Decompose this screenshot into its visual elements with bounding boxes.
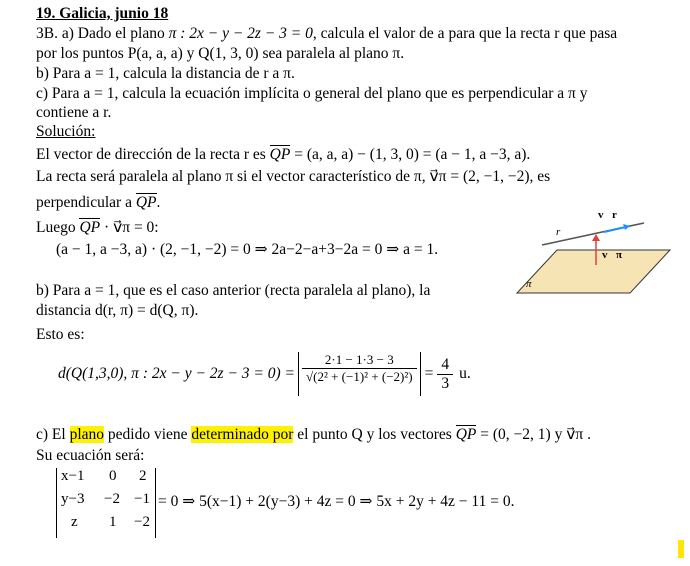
matrix-cell: −1 bbox=[134, 491, 150, 507]
statement-a-text: 3B. a) Dado el plano bbox=[36, 25, 169, 42]
solution-text: perpendicular a bbox=[36, 194, 136, 211]
matrix-cell: x−1 bbox=[61, 468, 85, 484]
label-r: r bbox=[556, 226, 561, 238]
vector-qp: QP bbox=[455, 426, 477, 443]
matrix-cell: −2 bbox=[104, 491, 120, 507]
plane-equation-result: = 0 ⇒ 5(x−1) + 2(y−3) + 4z = 0 ⇒ 5x + 2y + 4z − 11 = 0. bbox=[158, 493, 515, 510]
distance-fraction bbox=[302, 352, 417, 385]
unit: u. bbox=[459, 365, 471, 382]
statement-a bbox=[36, 24, 617, 44]
matrix-cell: −2 bbox=[134, 514, 150, 530]
solution-b-line-2: distancia d(r, π) = d(Q, π). bbox=[36, 302, 199, 319]
matrix-cell: y−3 bbox=[61, 491, 85, 507]
abs-value-bars bbox=[298, 352, 421, 396]
solution-b-line-3: Esto es: bbox=[36, 326, 85, 343]
vector-qp: QP bbox=[79, 219, 101, 236]
solution-text: = (a, a, a) − (1, 3, 0) = (a − 1, a −3, a). bbox=[290, 146, 531, 163]
solution-text: El vector de dirección de la recta r es bbox=[36, 146, 270, 163]
solution-text: = (0, −2, 1) y v⃗π . bbox=[476, 426, 591, 443]
solution-text: . bbox=[156, 194, 161, 211]
equals-sign: = bbox=[424, 365, 434, 382]
statement-b: b) Para a = 1, calcula la distancia de r a π. bbox=[36, 65, 295, 82]
solution-label: Solución: bbox=[36, 123, 96, 140]
solution-text: el punto Q y los vectores bbox=[293, 426, 456, 443]
statement-c-line2: contiene a r. bbox=[36, 104, 112, 121]
plane-equation: π : 2x − y − 2z − 3 = 0 bbox=[168, 25, 313, 42]
statement-c: c) Para a = 1, calcula la ecuación implícita o general del plano que es perpendicular a π y bbox=[36, 85, 588, 102]
solution-line-1 bbox=[36, 145, 530, 165]
matrix-cell: z bbox=[71, 514, 78, 530]
statement-a-line2: por los puntos P(a, a, a) y Q(1, 3, 0) sea paralela al plano π. bbox=[36, 45, 405, 62]
solution-text: pedido viene bbox=[104, 426, 192, 443]
label-vr: v⃗r bbox=[598, 209, 617, 221]
matrix-cell: 1 bbox=[109, 514, 117, 530]
solution-text: · v⃗π = 0: bbox=[100, 219, 159, 236]
label-pi: π bbox=[526, 278, 532, 290]
highlight-plano: plano bbox=[69, 426, 105, 443]
solution-b-line-1: b) Para a = 1, que es el caso anterior (recta paralela al plano), la bbox=[36, 282, 431, 299]
result-denominator: 3 bbox=[441, 374, 450, 392]
solution-line-3 bbox=[36, 193, 160, 213]
vector-qp: QP bbox=[135, 194, 157, 211]
distance-denominator: √(2² + (−1)² + (−2)²) bbox=[305, 369, 413, 384]
matrix-cell: 2 bbox=[139, 468, 147, 484]
result-numerator: 4 bbox=[437, 356, 453, 375]
solution-line-5: (a − 1, a −3, a) · (2, −1, −2) = 0 ⇒ 2a−2−a+3−2a = 0 ⇒ a = 1. bbox=[56, 241, 439, 258]
solution-line-2: La recta será paralela al plano π si el vector característico de π, v⃗π = (2, −1, −2), es bbox=[36, 168, 551, 185]
distance-formula bbox=[58, 350, 471, 398]
solution-line-4 bbox=[36, 218, 159, 238]
vector-qp: QP bbox=[269, 146, 291, 163]
solution-c-line-2: Su ecuación será: bbox=[36, 447, 145, 464]
result-fraction bbox=[437, 356, 453, 393]
matrix-cell: 0 bbox=[109, 468, 117, 484]
solution-c-line-1 bbox=[36, 425, 591, 445]
problem-title: 19. Galicia, junio 18 bbox=[36, 5, 169, 22]
normal-vector-head bbox=[592, 234, 600, 241]
distance-lhs: d(Q(1,3,0), π : 2x − y − 2z − 3 = 0) = bbox=[58, 365, 295, 382]
highlight-determinado: determinado por bbox=[191, 426, 294, 443]
distance-numerator: 2·1 − 1·3 − 3 bbox=[302, 352, 417, 369]
statement-a-text-2: , calcula el valor de a para que la recta r que pasa bbox=[312, 25, 618, 42]
determinant bbox=[56, 468, 156, 538]
highlight-mark bbox=[678, 540, 684, 558]
label-vpi: v⃗π bbox=[602, 249, 623, 261]
solution-text: c) El bbox=[36, 426, 70, 443]
plane-pi bbox=[517, 250, 670, 293]
plane-line-figure bbox=[512, 205, 672, 300]
solution-text: Luego bbox=[36, 219, 80, 236]
